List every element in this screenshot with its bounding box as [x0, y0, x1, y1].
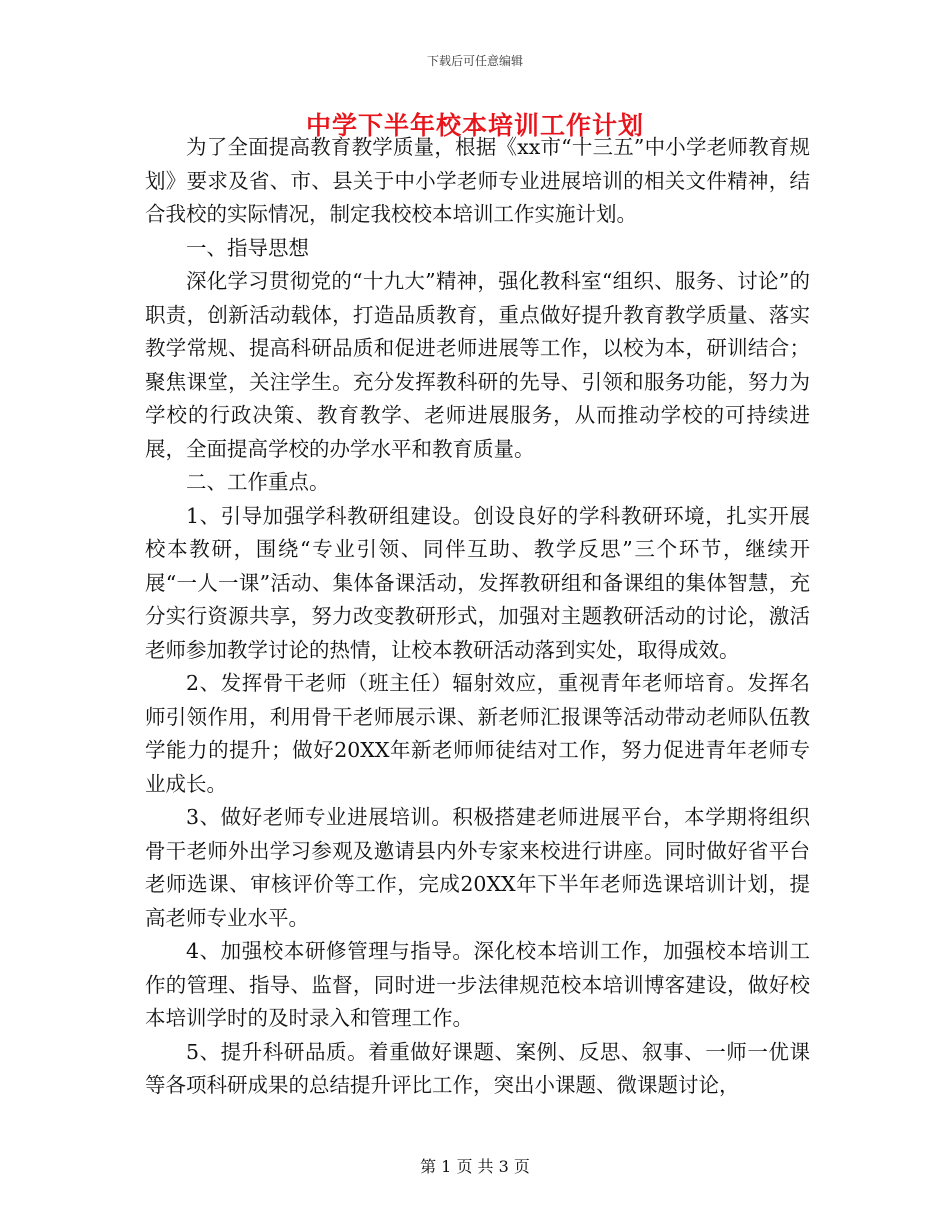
document-title: 中学下半年校本培训工作计划 [305, 111, 644, 140]
page-header-note: 下载后可任意编辑 [426, 54, 523, 68]
section-heading-work-focus: 二、工作重点。 [186, 470, 330, 494]
paragraph-item-3: 3、做好老师专业进展培训。积极搭建老师进展平台，本学期将组织骨干老师外出学习参观及邀请县内外专家来校进行讲座。同时做好省平台老师选课、审核评价等工作，完成20XX年下半年老师选课培训计划，提高老师专业水平。 [145, 805, 810, 930]
page-number-footer: 第 1 页 共 3 页 [420, 1157, 530, 1176]
document-body [145, 131, 810, 1103]
paragraph-item-4: 4、加强校本研修管理与指导。深化校本培训工作，加强校本培训工作的管理、指导、监督，同时进一步法律规范校本培训博客建设，做好校本培训学时的及时录入和管理工作。 [145, 939, 810, 1030]
paragraph-item-1: 1、引导加强学科教研组建设。创设良好的学科教研环境，扎实开展校本教研，围绕“专业引领、同伴互助、教学反思”三个环节，继续开展“一人一课”活动、集体备课活动，发挥教研组和备课组的集体智慧，充分实行资源共享，努力改变教研形式，加强对主题教研活动的讨论，激活老师参加教学讨论的热情，让校本教研活动落到实处，取得成效。 [145, 503, 810, 662]
paragraph-guiding-ideology: 深化学习贯彻党的“十九大”精神，强化教科室“组织、服务、讨论”的职责，创新活动载体，打造品质教育，重点做好提升教育教学质量、落实教学常规、提高科研品质和促进老师进展等工作，以校为本，研训结合；聚焦课堂，关注学生。充分发挥教科研的先导、引领和服务功能，努力为学校的行政决策、教育教学、老师进展服务，从而推动学校的可持续进展，全面提高学校的办学水平和教育质量。 [145, 269, 810, 461]
section-heading-guiding-ideology: 一、指导思想 [186, 235, 309, 260]
paragraph-intro: 为了全面提高教育教学质量，根据《xx市“十三五”中小学老师教育规划》要求及省、市、县关于中小学老师专业进展培训的相关文件精神，结合我校的实际情况，制定我校校本培训工作实施计划。 [145, 135, 810, 226]
paragraph-item-2: 2、发挥骨干老师（班主任）辐射效应，重视青年老师培育。发挥名师引领作用，利用骨干老师展示课、新老师汇报课等活动带动老师队伍教学能力的提升；做好20XX年新老师师徒结对工作，努力促进青年老师专业成长。 [145, 671, 810, 796]
paragraph-item-5: 5、提升科研品质。着重做好课题、案例、反思、叙事、一师一优课等各项科研成果的总结提升评比工作，突出小课题、微课题讨论， [145, 1039, 810, 1097]
